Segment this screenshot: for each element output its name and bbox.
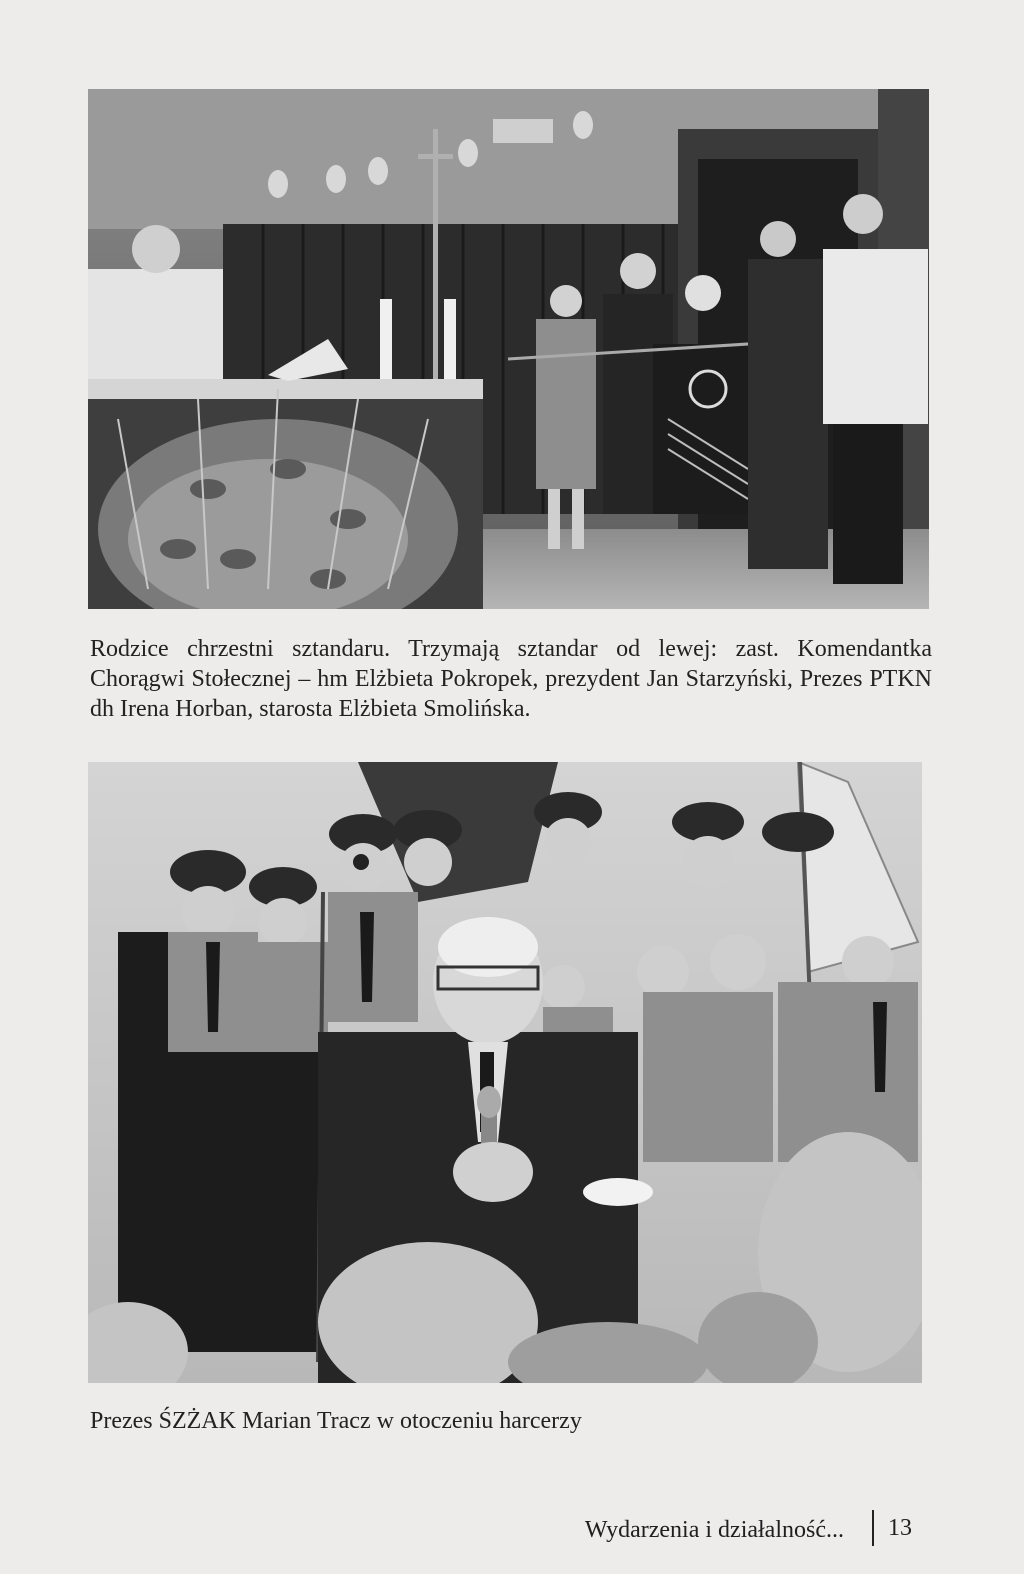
scouts-scene-image — [88, 762, 922, 1383]
altar-scene-image — [88, 89, 929, 609]
photo-altar-banner — [88, 89, 929, 609]
photo-scouts-speaker — [88, 762, 922, 1383]
running-footer-title: Wydarzenia i działalność... — [584, 1517, 844, 1543]
caption-top: Rodzice chrzestni sztandaru. Trzymają sztandar od lewej: zast. Komendantka Chorągwi Stołecznej – hm Elżbieta Pokropek, prezydent Jan Starzyński, Prezes PTKN dh Irena Horban, starosta Elżbieta Smolińska. — [90, 636, 932, 722]
caption-bottom: Prezes ŚZŻAK Marian Tracz w otoczeniu harcerzy — [90, 1408, 582, 1434]
footer-separator — [872, 1510, 874, 1546]
page-number: 13 — [888, 1515, 912, 1541]
